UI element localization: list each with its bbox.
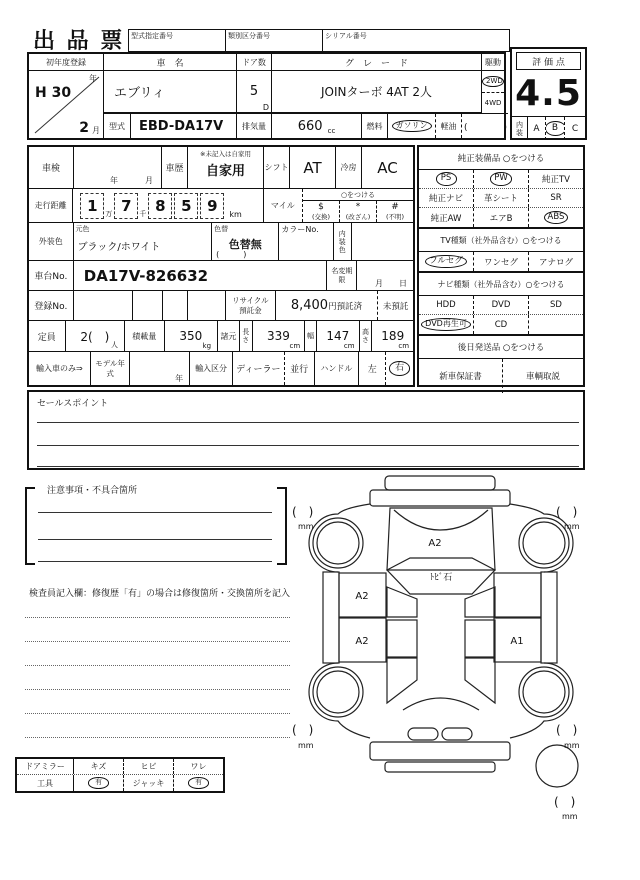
tread-mm-spare: mm <box>562 812 578 821</box>
tread-mm-front-right: mm <box>564 522 580 531</box>
legend-crack: ヒビ <box>124 759 174 774</box>
upper-table <box>27 52 506 140</box>
first-reg-year-unit: 年 <box>89 74 97 83</box>
rear-bumper-upper <box>370 742 510 760</box>
detail-table <box>27 145 415 387</box>
fuel-gasoline: ガソリン <box>388 114 436 138</box>
interior-grade-b: B <box>546 117 565 140</box>
tv-fullseg: フルセグ <box>419 252 474 271</box>
tail-light-left <box>408 728 438 740</box>
doors-header: ドア数 <box>237 54 272 70</box>
right-b-pillar <box>465 587 495 617</box>
navi-dvd: DVD <box>474 296 529 314</box>
legend-scratch: キズ <box>74 759 124 774</box>
reg-blank-3 <box>163 291 188 320</box>
equip-leather: 革シート <box>474 189 529 207</box>
width-label: 幅 <box>305 321 317 351</box>
mile-label: マイル <box>264 189 303 222</box>
shift-label: シフト <box>264 147 290 188</box>
import-class-label: 輸入区分 <box>190 352 233 385</box>
row-color <box>29 223 413 261</box>
length-label: 長さ <box>240 321 253 351</box>
capacity-label: 定員 <box>29 321 66 351</box>
grade-value: JOINターボ 4AT 2人 <box>272 71 482 113</box>
handle-right: 右 <box>386 352 413 385</box>
recycle-deposited: 8,400 円預託済 <box>276 291 378 320</box>
class-division-no-label: 類別区分番号 <box>228 32 270 40</box>
tv-analog: アナログ <box>538 257 573 268</box>
spec-label: 諸元 <box>218 321 240 351</box>
right-rear-grade-label: A1 <box>510 636 524 647</box>
equip-tv: 純正TV <box>541 175 570 185</box>
first-reg-era: H 30 <box>35 85 72 101</box>
recycle-label: リサイクル預託金 <box>226 291 276 320</box>
capacity-value: 2( ) 人 <box>66 321 125 351</box>
mileage-digit: 8 <box>148 193 172 219</box>
notes-line <box>38 539 272 540</box>
fuel-diesel: 軽油 <box>436 114 462 138</box>
notes-bracket-left <box>25 487 35 565</box>
wiper-left <box>394 510 440 530</box>
upper-header-row <box>29 54 504 71</box>
load-value: 350 kg <box>165 321 218 351</box>
first-reg-header: 初年度登録 <box>29 54 104 70</box>
mile-swap: $ (交換) <box>303 201 340 222</box>
rear-left-wheel-inner <box>317 671 359 713</box>
displacement-label: 排気量 <box>237 114 272 138</box>
front-left-wheel-inner <box>317 522 359 564</box>
name-change-label: 名変期限 <box>327 261 357 290</box>
inspector-line <box>25 665 290 666</box>
legend-tools-value: 有 <box>74 775 124 791</box>
left-sill <box>323 572 339 663</box>
chassis-label: 車台No. <box>29 261 74 290</box>
navi-type-header: ナビ種類（社外品含む）○をつける <box>419 271 583 296</box>
grade-header: グ レ ー ド <box>272 54 482 70</box>
left-rear-grade-label: A2 <box>355 636 369 647</box>
reg-blank-2 <box>133 291 163 320</box>
class-division-no-box <box>225 29 322 52</box>
shift-value: AT <box>290 147 336 188</box>
notes-area <box>25 483 287 569</box>
import-dealer: ディーラー <box>233 352 285 385</box>
row-mileage <box>29 189 413 223</box>
shaken-label: 車検 <box>29 147 74 188</box>
interior-grade-a: A <box>528 117 546 140</box>
tread-bracket-front-right: ( ) <box>556 505 578 519</box>
model-designation-no-box <box>128 29 225 52</box>
reg-blank-1 <box>74 291 134 320</box>
row-import <box>29 352 413 385</box>
equip-navi: 純正ナビ <box>419 189 474 207</box>
notes-line <box>38 561 272 562</box>
rear-right-wheel-inner <box>523 671 565 713</box>
header-number-boxes <box>128 29 510 52</box>
shaken-value: 年 月 <box>74 147 162 188</box>
page-title: 出 品 票 <box>33 29 125 54</box>
fuel-paren: ( ) <box>464 122 508 133</box>
later-manual: 車輌取説 <box>525 372 560 382</box>
windshield-grade-label: A2 <box>428 538 442 549</box>
right-sill <box>541 572 557 663</box>
drive-4wd: 4WD <box>484 98 502 107</box>
upper-bottom-row <box>104 113 508 138</box>
fuel-label: 燃料 <box>362 114 388 138</box>
model-designation-no-label: 型式指定番号 <box>131 32 173 40</box>
car-name-header: 車 名 <box>104 54 237 70</box>
mile-mark-block <box>303 189 413 222</box>
navi-blank <box>529 315 583 334</box>
serial-no-label: シリアル番号 <box>325 32 367 40</box>
mile-unknown: # (不明) <box>385 202 405 221</box>
inspector-line <box>25 617 290 618</box>
doors-value: 5 D <box>237 71 272 113</box>
legend-break: ワレ <box>190 762 207 771</box>
mileage-digit: 5 <box>174 193 198 219</box>
equip-aw: 純正AW <box>419 208 474 227</box>
front-right-wheel <box>519 518 569 568</box>
ac-label: 冷房 <box>336 147 362 188</box>
left-c-pillar <box>387 658 417 703</box>
tread-mm-front-left: mm <box>298 522 314 531</box>
ac-value: AC <box>377 158 398 177</box>
tread-bracket-front-left: ( ) <box>292 505 314 519</box>
later-warranty: 新車保証書 <box>419 359 503 393</box>
model-code-label: 型式 <box>104 114 131 138</box>
front-bumper-lower <box>370 490 510 506</box>
rear-bumper-lower <box>385 762 495 772</box>
tread-bracket-spare: ( ) <box>554 795 576 809</box>
wiper-right <box>440 510 488 530</box>
import-only-label: 輸入車のみ⇒ <box>29 352 91 385</box>
interior-color-value <box>352 223 413 260</box>
sales-point-label: セールスポイント <box>37 399 109 409</box>
equip-abs: ABS <box>529 208 583 227</box>
notes-bracket-right <box>277 487 287 565</box>
right-c-pillar <box>465 658 495 703</box>
length-value: 339 cm <box>253 321 305 351</box>
front-bumper-upper <box>385 476 495 490</box>
row-capacity <box>29 321 413 352</box>
legend-tools-label: 工具 <box>17 775 74 791</box>
color-original: 元色 ブラック/ホワイト <box>74 223 213 260</box>
left-door-opening <box>387 620 417 657</box>
mileage-label: 走行距離 <box>29 189 73 222</box>
displacement-value: 660 cc <box>272 114 362 138</box>
navi-cd: CD <box>474 315 529 334</box>
legend-table <box>15 757 225 793</box>
tread-bracket-rear-left: ( ) <box>292 723 314 737</box>
legend-jack-value: 有 <box>174 775 223 791</box>
sales-point-box <box>27 390 585 470</box>
row-shaken <box>29 147 413 189</box>
front-right-wheel-inner <box>523 522 565 564</box>
height-label: 高さ <box>360 321 373 351</box>
later-ship-header: 後日発送品 ○をつける <box>419 334 583 359</box>
history-value: ※未記入は自家用 自家用 <box>188 147 264 188</box>
notes-label: 注意事項・不具合箇所 <box>47 486 138 496</box>
rear-left-wheel <box>313 667 363 717</box>
notes-line <box>38 512 272 513</box>
inspector-line <box>25 641 290 642</box>
mileage-digit: 9 <box>200 193 224 219</box>
equipment-table <box>417 145 585 387</box>
handle-label: ハンドル <box>315 352 360 385</box>
reg-blank-4 <box>188 291 226 320</box>
left-front-grade-label: A2 <box>355 591 369 602</box>
row-registration <box>29 291 413 321</box>
mileage-digit: 7 <box>114 193 138 219</box>
car-name-value: エブリィ <box>104 71 237 113</box>
reg-label: 登録No. <box>29 291 74 320</box>
history-label: 車歴 <box>162 147 188 188</box>
equip-pw: PW <box>474 170 529 188</box>
navi-sd: SD <box>550 300 562 310</box>
chassis-value: DA17V-826632 <box>74 261 328 290</box>
navi-hdd: HDD <box>419 296 474 314</box>
legend-door-mirror: ドアミラー <box>17 759 74 774</box>
interior-label: 内装 <box>512 117 528 140</box>
tread-mm-rear-left: mm <box>298 741 314 750</box>
tv-oneseg: ワンセグ <box>474 252 529 271</box>
equip-airbag: エアB <box>474 208 529 227</box>
first-reg-month-unit: 月 <box>92 126 100 135</box>
spare-tire <box>536 745 578 787</box>
name-change-date: 月 日 <box>375 279 407 288</box>
height-value: 189 cm <box>381 329 410 350</box>
row-chassis <box>29 261 413 291</box>
inspector-note: 検査員記入欄：修復歴「有」の場合は修復箇所・交換箇所を記入 <box>29 589 291 599</box>
first-reg-month: 2 <box>79 120 89 136</box>
score-value: 4.5 <box>515 72 582 114</box>
right-door-opening <box>465 620 495 657</box>
interior-grade-row <box>512 116 585 140</box>
sales-line <box>37 445 579 446</box>
right-front-door-panel <box>494 573 541 617</box>
serial-no-box <box>322 29 510 52</box>
mileage-digit: 1 <box>80 193 104 219</box>
drive-cell <box>482 71 504 113</box>
tread-bracket-rear-right: ( ) <box>556 723 578 737</box>
color-no: カラーNo. <box>279 223 333 260</box>
doors-sub: D <box>262 103 269 112</box>
interior-grade-c: C <box>571 123 579 134</box>
import-parallel: 並行 <box>285 352 315 385</box>
drive-header: 駆動 <box>485 57 501 67</box>
load-label: 積載量 <box>125 321 165 351</box>
car-condition-diagram <box>288 466 640 826</box>
color-change: 色替 色替無 ( ) <box>212 223 279 260</box>
equipment-header: 純正装備品 ○をつける <box>419 147 583 170</box>
width-value: 147 cm <box>317 321 360 351</box>
rear-right-wheel <box>519 667 569 717</box>
first-reg-value <box>29 71 104 138</box>
tread-mm-rear-right: mm <box>564 741 580 750</box>
tail-light-right <box>442 728 472 740</box>
sales-line <box>37 422 579 423</box>
front-left-wheel <box>313 518 363 568</box>
equip-sr: SR <box>550 193 562 203</box>
model-year-label: モデル年式 <box>91 352 131 385</box>
model-year-value: 年 <box>130 352 190 385</box>
interior-color-label: 内装色 <box>334 223 352 260</box>
color-label: 外装色 <box>29 223 74 260</box>
inspector-line <box>25 737 290 738</box>
recycle-not-deposited: 未預託 <box>382 301 409 312</box>
left-b-pillar <box>387 587 417 617</box>
handle-left: 左 <box>359 352 386 385</box>
mileage-value: 1 万 7 千 8 5 9 km <box>73 189 263 222</box>
roof-stone-chip-label: ﾄﾋﾞ石 <box>429 573 453 583</box>
navi-dvd-play: DVD再生可 <box>419 315 474 334</box>
rear-window <box>403 698 479 710</box>
mile-mark-header: ○をつける <box>303 189 413 201</box>
model-code-value: EBD-DA17V <box>131 114 237 138</box>
score-box <box>510 47 587 140</box>
legend-jack-label: ジャッキ <box>124 775 174 791</box>
score-label: 評 価 点 <box>516 52 581 70</box>
equip-ps: PS <box>419 170 474 188</box>
inspector-line <box>25 689 290 690</box>
tv-type-header: TV種類（社外品含む）○をつける <box>419 227 583 252</box>
mile-tampered: * (改ざん) <box>340 201 377 222</box>
drive-2wd: 2WD <box>482 71 504 93</box>
inspector-line <box>25 713 290 714</box>
